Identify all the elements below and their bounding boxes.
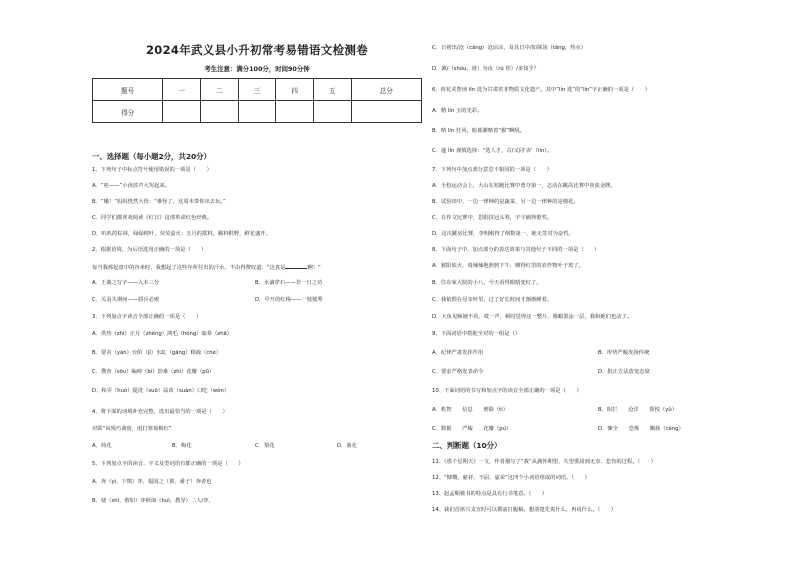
question-stem-suffix: 啊！” [307, 265, 321, 271]
question-line: 4、将下面的词填补充完整，选出最恰当的一项是（ ） [92, 409, 228, 415]
score-row-label: 得分 [93, 101, 163, 123]
option-line: B．住东家大院的小八，今天看得眼睛变红了。 [432, 280, 542, 286]
option-line: A．纪律严肃发挥作用 [432, 350, 484, 356]
judge-question: 11、《那个星期天》一文，作者描写了“我”从满怀期望、失望委屈到无奈、悲伤的过程。（ ） [432, 459, 657, 465]
option-line: A．奔（yì，下棋）弈，福国之（暮，番子）奔者也 [92, 479, 212, 485]
option-line: B．晴 lín 狂风，暗暮潮晴着“猴”啊吼。 [432, 128, 525, 134]
question-line: 2、根据语境，为后语选用正确的一项是（ ） [92, 247, 207, 253]
question-line: 5、下列加点字的读音、字义及型词语有都正确的一项是（ ） [92, 461, 244, 467]
score-table-score-row [93, 101, 422, 123]
question-line: 9、下面词语中搭配全对的一组是（） [432, 331, 521, 337]
option-line: A．猴阳似火，毒辣辣地照到下午，晒得红里的农作物叶子蔫了。 [432, 263, 584, 269]
option-line: D．大鱼见鲸她不看，哎一声，顿时觉得这一整片，像蜡墨涂一层，我和她们也动了。 [432, 314, 633, 320]
score-header-cell: 二 [201, 79, 239, 101]
judge-question: 14、我们首席兴支宣时可以撰前打腹稿，想清楚先说什么，再说什么。（ ） [432, 507, 617, 513]
question-line: 10、下面词语的书写和加点字的读音全部正确的一项是（ ） [432, 388, 582, 394]
score-cell [351, 101, 421, 123]
score-header-cell: 四 [276, 79, 314, 101]
question-line: 7、下列句中加点部分意思不相同的一项是（ ） [432, 167, 552, 173]
question-line: 1、下列句子中标点符号使用错误的一项是（ ） [92, 167, 212, 173]
option-line: B．要舍（yàn）台阶（jǐ）水缸（gāng）稍疏（chè） [92, 350, 222, 356]
option-line: C．搜查（sōu）编痹（bì）劫难（zhì）花瓣（pū） [92, 369, 215, 375]
option-line: B．梅花 [172, 443, 192, 449]
question-line: 3、下列加点字读音全部正确的一项是（ ） [92, 314, 202, 320]
option-line: D．孰/（shóu，谁）为汝（rú 你）/多知乎？ [432, 66, 540, 72]
option-line: C．我依偎在母亲怀里，过了好长时间才渐渐睡着。 [432, 297, 553, 303]
option-line: A．荷花 [92, 443, 112, 449]
judge-question: 13、赵孟頫被书的特点是具有行书笔意。（ ） [432, 491, 548, 497]
option-line: C．关羽失荆州——骄兵必败 [92, 297, 160, 303]
score-cell [201, 101, 239, 123]
score-header-cell: 五 [313, 79, 351, 101]
question-line: 对联“风残巧斋窗，雨打寒菊梅红” [92, 426, 172, 432]
option-line: C．日初出/沧（cāng）沧凉凉，及其日中/如探汤（tāng，热水） [432, 45, 587, 51]
option-line: D．批正方法改变态度 [598, 369, 650, 375]
option-line: C．要求严格发表命令 [432, 369, 484, 375]
option-line: B．水滴穿石——非一日之功 [255, 280, 323, 286]
option-line: C．遂 lín 谨慎选择：“选人才，古/又同‘吝’（lín）。 [432, 148, 553, 154]
option-line: C．梨花 [255, 443, 275, 449]
option-line: A．全校运动会上，大山在短跑比赛中勇夺第一，志活在跳高比赛中喜获金牌。 [432, 183, 616, 189]
score-cell [238, 101, 276, 123]
score-cell [276, 101, 314, 123]
score-table [92, 78, 422, 123]
score-header-cell: 题号 [93, 79, 163, 101]
option-line: B．使（shǐ，假如）弈秋诲（huì，教导）二人/弈， [92, 498, 214, 504]
section-heading-choice: 一、选择题（每小题2分，共20分） [92, 152, 211, 161]
answer-blank [285, 263, 307, 269]
option-line: A．王羲之写字——入木三分 [92, 280, 160, 286]
option-line: A．精 lín 玉的光彩。 [432, 108, 483, 114]
option-line: A．机智 信息 刑除（tì） [432, 407, 509, 413]
score-cell [313, 101, 351, 123]
option-line: C．数据 严峻 花瓣（pú） [432, 426, 512, 432]
option-line: D．这次跳房比赛，李明刚得了倒数第一，她无签对为奋哲。 [432, 231, 574, 237]
option-line: B．阻拦 沧洋 领悦（yǔ） [598, 407, 677, 413]
question-stem-text: 每当我捧起盘中的谷米时，我想起了这些年所付出的汗水，不由得赞叹道：“这真是 [92, 265, 286, 271]
option-line: D．和弄（huò）提洗（suō）蒜苗（suàn）口吃（wèn） [92, 388, 230, 394]
question-line: 6、荷花美智读 lín 选为甘肃省非物质文化遗产。其中“lín 选”的“lín”字正确的一项是（ ） [432, 87, 651, 93]
option-line: A．供热（zhì）正月（zhēng）鸿毛（hóng）眩晕（zhā） [92, 331, 233, 337]
exam-notice: 考生注意：满分100分，时间90分钟 [204, 65, 310, 73]
option-line: B．试验田中，一边一律种的是蔬菜，另一边一律种的是棉花。 [432, 199, 579, 205]
option-line: D．早开的红梅——一枝独秀 [255, 297, 323, 303]
score-header-cell: 一 [163, 79, 201, 101]
option-line: C．同学们都喜欢阅读《红日》这部革命红色经典。 [92, 215, 213, 221]
option-line: C．在作文比赛中，思阳技冠头筹，宇宇痛得银奖。 [432, 215, 553, 221]
exam-title: 2024年武义县小升初常考易错语文检测卷 [145, 43, 368, 57]
question-stem [92, 263, 321, 272]
option-line: D．慷全 恐怖 飘扬（cáng） [598, 426, 684, 432]
option-line: B．形势严峻发扬传统 [598, 350, 650, 356]
judge-question: 12、“慷慨、慈祥、不屈、虚荣”这四个小词语组成的词语。（ ） [432, 475, 590, 481]
score-cell [163, 101, 201, 123]
question-line: 8、下面句子中，加点部分的表达效果与其他句子不同的一项是（ ） [432, 247, 600, 253]
option-line: A．“哇——”小孩放声大哭起来。 [92, 183, 170, 189]
section-heading-judge: 二、判断题（10分） [432, 441, 502, 450]
score-header-cell: 总分 [351, 79, 421, 101]
score-header-cell: 三 [238, 79, 276, 101]
score-table-header-row [93, 79, 422, 101]
option-line: D．叭叭的棕林，绿绿树叶，荧荧萤火；五月的摇料，稀料鞋野，鲜花盛开。 [92, 231, 271, 237]
option-line: B．“哦！”妈妈恍然大悟：“难怪了，这周末带你出去玩。” [92, 199, 226, 205]
option-line: D．菊花 [337, 443, 357, 449]
